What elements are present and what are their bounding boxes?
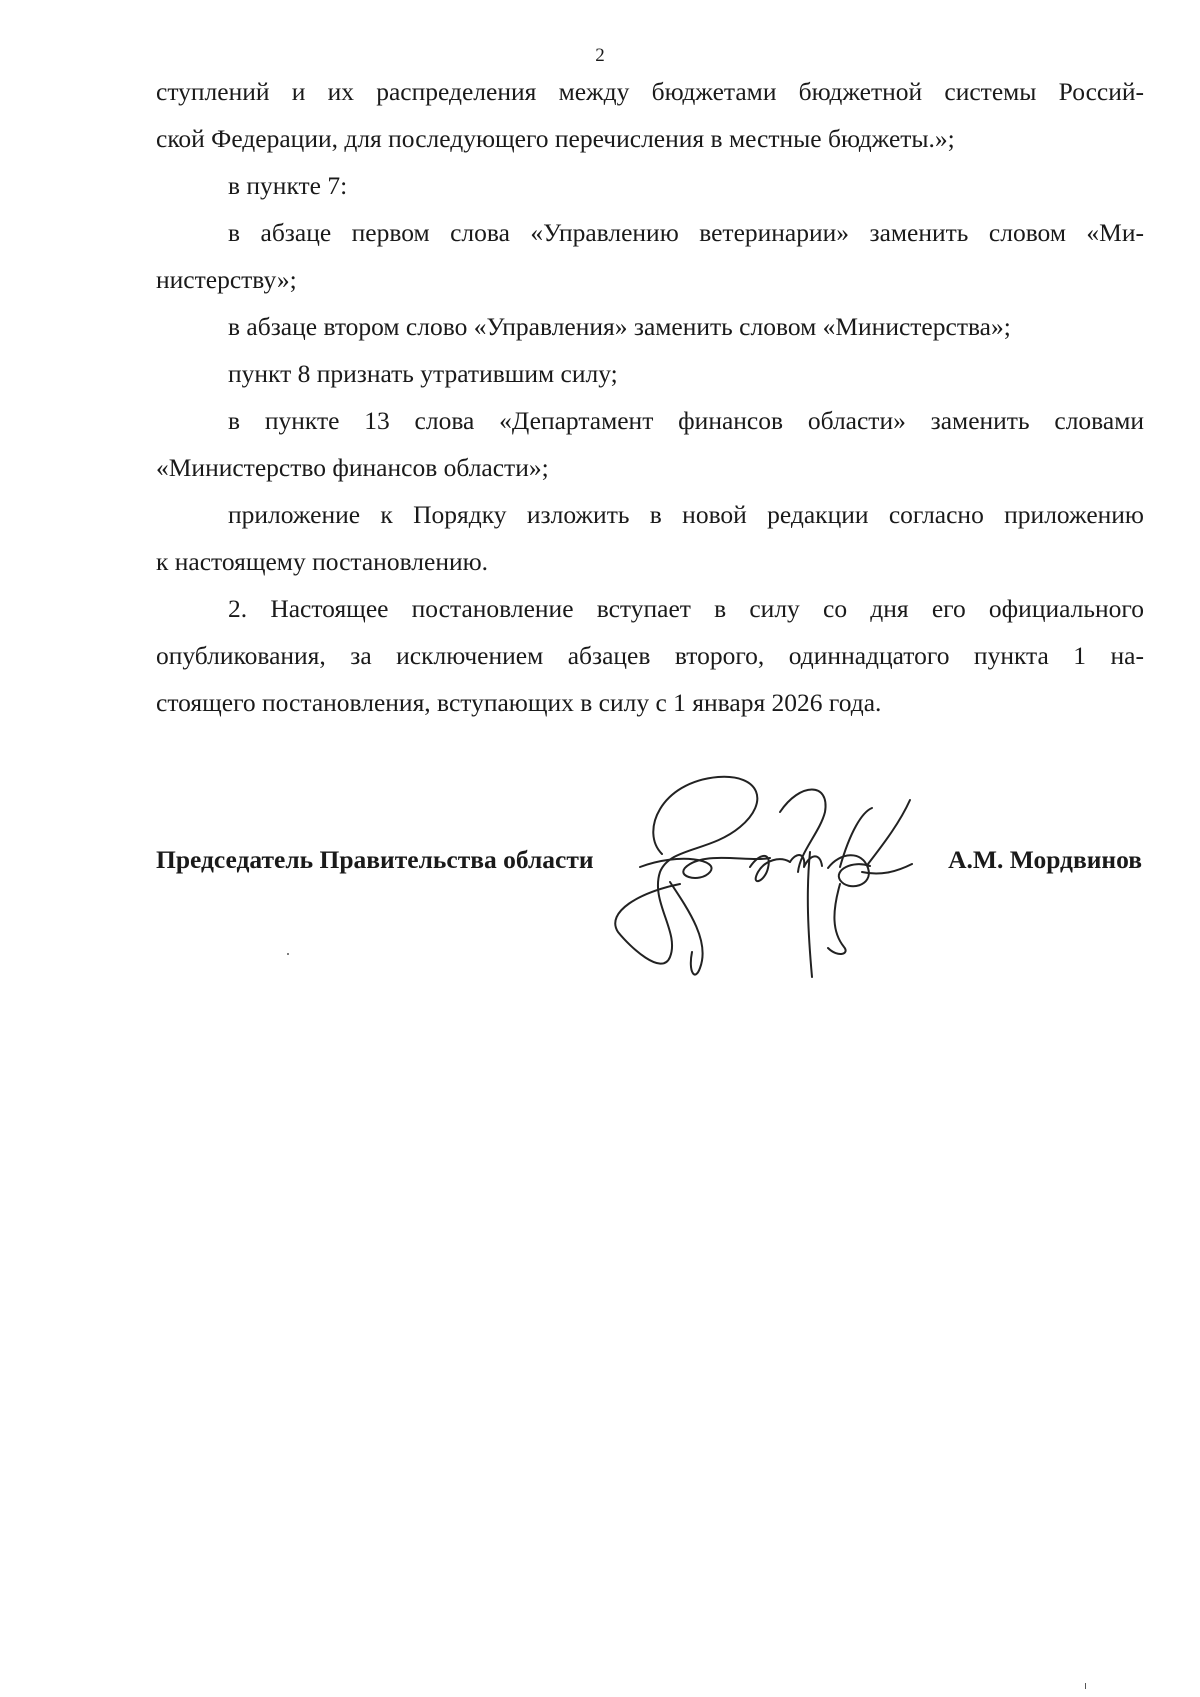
signatory-position: Председатель Правительства области: [156, 845, 594, 874]
scan-speck: [1085, 1683, 1086, 1689]
handwritten-signature-image: [600, 772, 940, 992]
text-line: в пункте 7:: [228, 171, 348, 200]
document-body: [156, 68, 1144, 726]
text-line: ступлений и их распределения между бюджетами бюджетной системы Россий-: [156, 77, 1144, 106]
page-number: 2: [595, 45, 605, 66]
paragraph: [156, 350, 1144, 397]
text-line: ской Федерации, для последующего перечисления в местные бюджеты.»;: [156, 124, 955, 153]
paragraph: [156, 68, 1144, 162]
scan-speck: [287, 953, 289, 955]
text-line: нистерству»;: [156, 265, 297, 294]
signatory-name: А.М. Мордвинов: [948, 845, 1142, 874]
text-line: пункт 8 признать утратившим силу;: [228, 359, 618, 388]
paragraph: [156, 397, 1144, 491]
text-line: опубликования, за исключением абзацев второго, одиннадцатого пункта 1 на-: [156, 641, 1144, 670]
paragraph: [156, 303, 1144, 350]
paragraph: [156, 162, 1144, 209]
text-line: «Министерство финансов области»;: [156, 453, 549, 482]
paragraph: [156, 209, 1144, 303]
paragraph: [156, 585, 1144, 726]
text-line: в абзаце первом слова «Управлению ветеринарии» заменить словом «Ми-: [228, 218, 1144, 247]
text-line: в абзаце втором слово «Управления» заменить словом «Министерства»;: [228, 312, 1011, 341]
text-line: в пункте 13 слова «Департамент финансов области» заменить словами: [228, 406, 1144, 435]
text-line: к настоящему постановлению.: [156, 547, 489, 576]
text-line: 2. Настоящее постановление вступает в силу со дня его официального: [228, 594, 1144, 623]
text-line: приложение к Порядку изложить в новой редакции согласно приложению: [228, 500, 1144, 529]
text-line: стоящего постановления, вступающих в силу с 1 января 2026 года.: [156, 688, 882, 717]
paragraph: [156, 491, 1144, 585]
